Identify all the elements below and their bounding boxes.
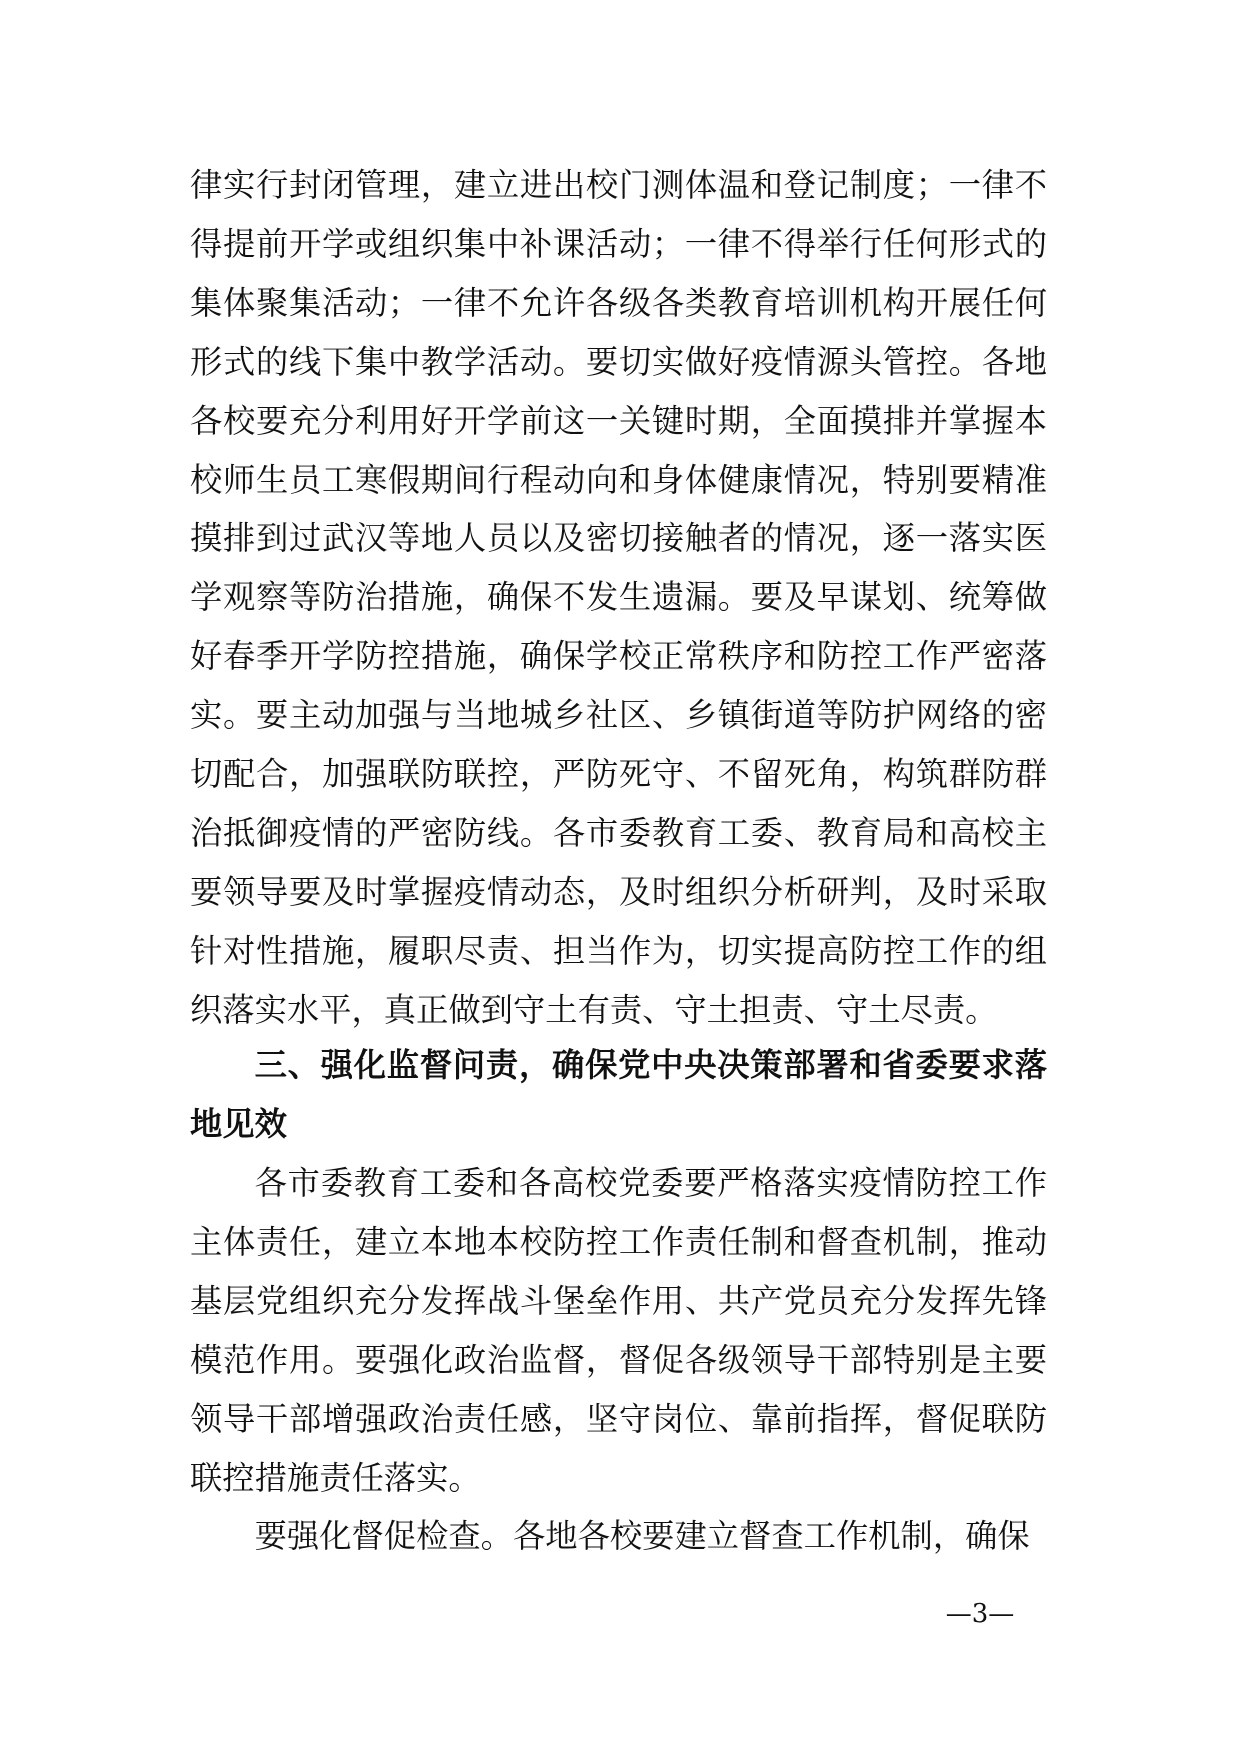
page-number: —3—: [945, 1599, 1015, 1629]
paragraph-responsibility: 各市委教育工委和各高校党委要严格落实疫情防控工作主体责任，建立本地本校防控工作责任制和督查机制，推动基层党组织充分发挥战斗堡垒作用、共产党员充分发挥先锋模范作用。要强化政治监督，督促各级领导干部特别是主要领导干部增强政治责任感，坚守岗位、靠前指挥，督促联防联控措施责任落实。: [190, 1164, 1047, 1497]
body-text-block: [190, 1154, 1047, 1507]
paragraph-continued: 律实行封闭管理，建立进出校门测体温和登记制度；一律不得提前开学或组织集中补课活动；一律不得举行任何形式的集体聚集活动；一律不允许各级各类教育培训机构开展任何形式的线下集中教学活动。要切实做好疫情源头管控。各地各校要充分利用好开学前这一关键时期，全面摸排并掌握本校师生员工寒假期间行程动向和身体健康情况，特别要精准摸排到过武汉等地人员以及密切接触者的情况，逐一落实医学观察等防治措施，确保不发生遗漏。要及早谋划、统筹做好春季开学防控措施，确保学校正常秩序和防控工作严密落实。要主动加强与当地城乡社区、乡镇街道等防护网络的密切配合，加强联防联控，严防死守、不留死角，构筑群防群治抵御疫情的严密防线。各市委教育工委、教育局和高校主要领导要及时掌握疫情动态，及时组织分析研判，及时采取针对性措施，履职尽责、担当作为，切实提高防控工作的组织落实水平，真正做到守土有责、守土担责、守土尽责。: [190, 166, 1047, 1029]
body-text-block: [190, 1507, 1047, 1566]
section-heading-block: [190, 1036, 1047, 1154]
paragraph-inspection: 要强化督促检查。各地各校要建立督查工作机制，确保: [254, 1517, 1030, 1555]
body-text-block: [190, 156, 1047, 1040]
section-heading-3: 三、强化监督问责，确保党中央决策部署和省委要求落地见效: [190, 1046, 1047, 1143]
